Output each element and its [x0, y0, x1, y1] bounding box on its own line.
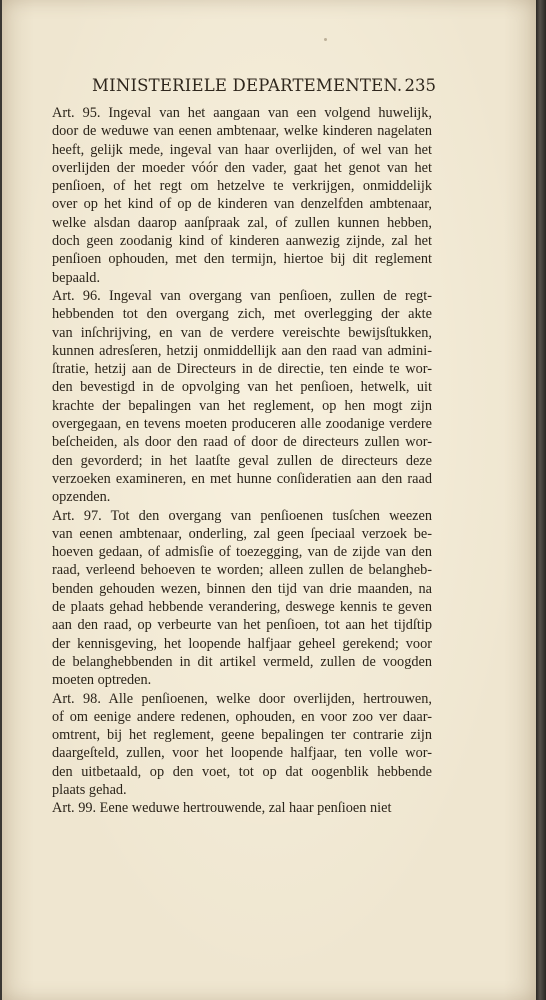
text-line: van eenen ambtenaar, onderling, zal geen ſpeciaal verzoek be-	[52, 525, 432, 542]
text-line: benden gehouden wezen, binnen den tijd van drie maanden, na	[52, 580, 432, 597]
text-line: beſcheiden, als door den raad of door de directeurs zullen wor-	[52, 434, 432, 451]
text-line: verzoeken examineren, en met hunne conſideratien aan den raad	[52, 470, 432, 487]
scan-edge	[536, 0, 546, 1000]
text-line: der kennisgeving, het loopende halfjaar geheel gerekend; voor	[52, 635, 432, 652]
text-line: den gevorderd; in het laatſte geval zullen de directeurs deze	[52, 452, 432, 469]
text-line: overlijden der moeder vóór den vader, gaat het genot van het	[52, 159, 432, 176]
text-line: den bevestigd in de opvolging van het penſioen, hetwelk, uit	[52, 379, 432, 396]
text-line: overgegaan, en tevens moeten produceren alle zoodanige verdere	[52, 416, 432, 433]
text-line: Art. 98. Alle penſioenen, welke door overlijden, hertrouwen,	[52, 690, 432, 707]
text-line: plaats gehad.	[52, 781, 127, 798]
text-line: raad, verleend behoeven te worden; alleen zullen de belangheb-	[52, 562, 432, 579]
text-line: Art. 99. Eene weduwe hertrouwende, zal haar penſioen niet	[52, 800, 392, 817]
text-line: penſioen, of het regt om hetzelve te verkrijgen, onmiddelijk	[52, 178, 432, 195]
text-line: aan den raad, op verbeurte van het penſioen, tot aan het tijdſtip	[52, 617, 432, 634]
text-line: krachte der bepalingen van het reglement, op hen mogt zijn	[52, 397, 432, 414]
text-line: of om eenige andere redenen, ophouden, en voor zoo ver daar-	[52, 708, 432, 725]
text-line: Art. 96. Ingeval van overgang van penſioen, zullen de regt-	[52, 287, 432, 304]
text-line: hoeven gedaan, of admisſie of toezegging, van de zijde van den	[52, 544, 432, 561]
text-line: kunnen adresſeren, hetzij onmiddellijk aan den raad van admini-	[52, 342, 432, 359]
text-line: door de weduwe van eenen ambtenaar, welke kinderen nagelaten	[52, 123, 432, 140]
text-line: ſtratie, hetzij aan de Directeurs in de directie, ten einde te wor-	[52, 361, 432, 378]
text-line: heeft, gelijk mede, ingeval van haar overlijden, of wel van het	[52, 141, 432, 158]
book-page	[2, 0, 536, 1000]
text-line: omtrent, bij het reglement, geene bepalingen ter contrarie zijn	[52, 727, 432, 744]
running-title: MINISTERIELE DEPARTEMENTEN.	[92, 76, 403, 95]
paper-spot	[396, 517, 399, 520]
page-body-text	[52, 104, 432, 818]
text-line: bepaald.	[52, 269, 101, 286]
text-line: moeten optreden.	[52, 672, 152, 689]
text-line: van inſchrijving, en van de verdere vereischte bewijsſtukken,	[52, 324, 432, 341]
text-line: de belanghebbenden in dit artikel vermeld, zullen de voogden	[52, 653, 432, 670]
text-line: opzenden.	[52, 489, 111, 506]
text-line: welke alsdan daarop aanſpraak zal, of zullen kunnen hebben,	[52, 214, 432, 231]
text-line: de plaats gehad hebbende verandering, deswege kennis te geven	[52, 599, 432, 616]
text-line: over op het kind of op de kinderen van denzelfden ambtenaar,	[52, 196, 432, 213]
text-line: doch geen zoodanig kind of kinderen aanwezig zijnde, zal het	[52, 233, 432, 250]
text-line: Art. 97. Tot den overgang van penſioenen tusſchen weezen	[52, 507, 432, 524]
text-line: hebbenden tot den overgang zich, met overlegging der akte	[52, 306, 432, 323]
text-line: daargeſteld, zullen, voor het loopende halfjaar, ten volle wor-	[52, 745, 432, 762]
text-line: Art. 95. Ingeval van het aangaan van een volgend huwelijk,	[52, 105, 432, 121]
text-line: den uitbetaald, op den voet, tot op dat oogenblik hebbende	[52, 763, 432, 780]
paper-spot	[324, 38, 327, 41]
text-line: penſioen ophouden, met den termijn, hiertoe bij dit reglement	[52, 251, 432, 268]
page-number: 235	[404, 76, 436, 95]
